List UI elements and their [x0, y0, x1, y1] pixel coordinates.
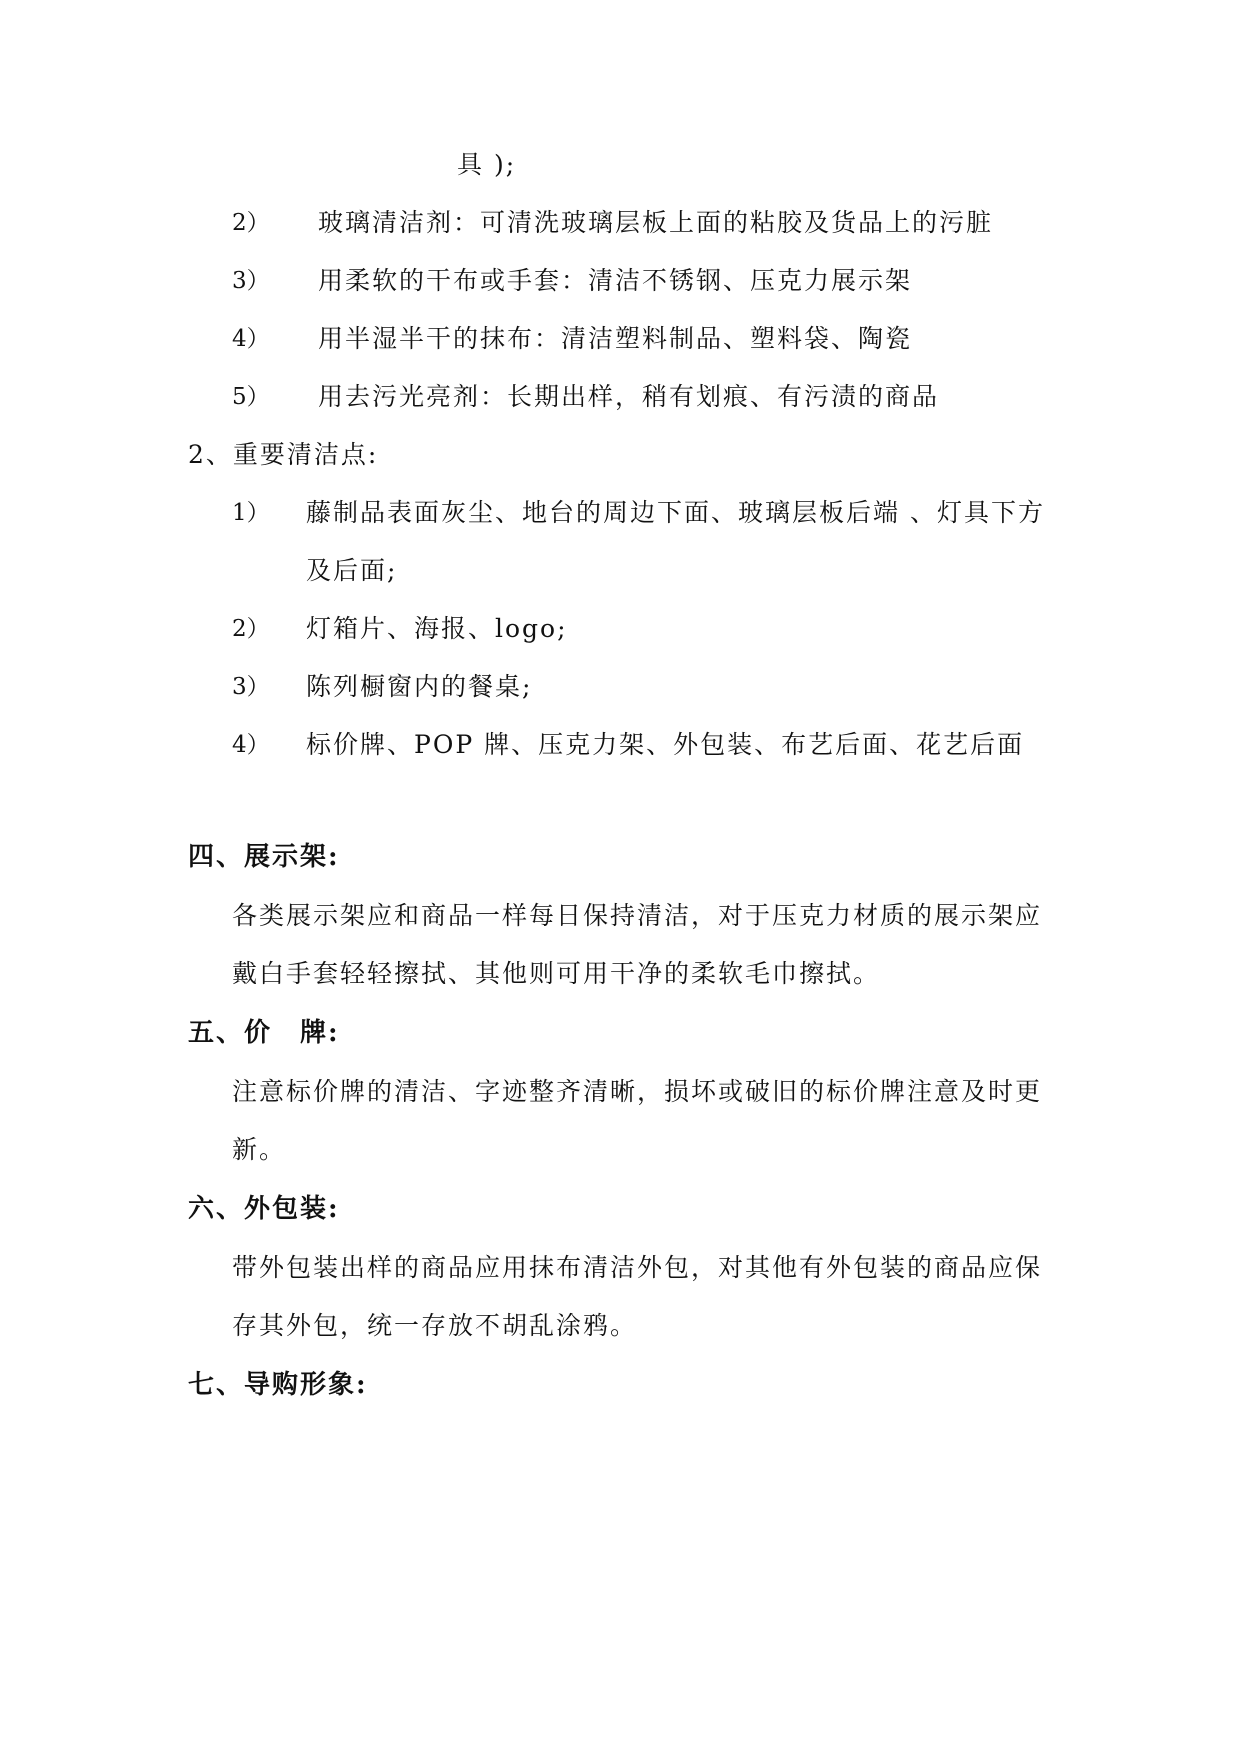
section-heading-guide-image: 七、导购形象: — [188, 1370, 368, 1400]
section-heading-display-rack: 四、展示架: — [188, 842, 340, 872]
list-item: 用柔软的干布或手套：清洁不锈钢、压克力展示架 — [318, 266, 913, 295]
list-item-number: 5） — [232, 384, 270, 410]
list-item: 陈列橱窗内的餐桌; — [306, 672, 533, 701]
continuation-text: 具 ); — [457, 150, 517, 179]
list-item: 灯箱片、海报、logo; — [306, 614, 568, 643]
list-item-number: 3） — [232, 268, 270, 294]
list-item-continuation: 及后面; — [306, 556, 398, 585]
paragraph-line: 新。 — [232, 1135, 287, 1164]
paragraph-line: 存其外包，统一存放不胡乱涂鸦。 — [232, 1311, 638, 1340]
list-item: 玻璃清洁剂：可清洗玻璃层板上面的粘胶及货品上的污脏 — [318, 208, 994, 237]
list-item-number: 2） — [232, 210, 270, 236]
section-heading-price-tag: 五、价 牌: — [188, 1018, 340, 1048]
list-item-number: 1） — [232, 500, 270, 526]
list-item-number: 3） — [232, 674, 270, 700]
paragraph-line: 戴白手套轻轻擦拭、其他则可用干净的柔软毛巾擦拭。 — [232, 959, 881, 988]
paragraph-line: 注意标价牌的清洁、字迹整齐清晰，损坏或破旧的标价牌注意及时更 — [232, 1077, 1043, 1106]
list-item: 用半湿半干的抹布：清洁塑料制品、塑料袋、陶瓷 — [318, 324, 913, 353]
section-heading-packaging: 六、外包装: — [188, 1194, 340, 1224]
key-points-heading: 2、重要清洁点: — [188, 440, 379, 469]
paragraph-line: 各类展示架应和商品一样每日保持清洁，对于压克力材质的展示架应 — [232, 901, 1043, 930]
list-item-number: 2） — [232, 616, 270, 642]
paragraph-line: 带外包装出样的商品应用抹布清洁外包，对其他有外包装的商品应保 — [232, 1253, 1043, 1282]
list-item-number: 4） — [232, 732, 270, 758]
list-item-number: 4） — [232, 326, 270, 352]
list-item: 用去污光亮剂：长期出样，稍有划痕、有污渍的商品 — [318, 382, 940, 411]
list-item: 藤制品表面灰尘、地台的周边下面、玻璃层板后端 、灯具下方 — [306, 498, 1045, 527]
list-item: 标价牌、POP 牌、压克力架、外包装、布艺后面、花艺后面 — [306, 730, 1025, 759]
